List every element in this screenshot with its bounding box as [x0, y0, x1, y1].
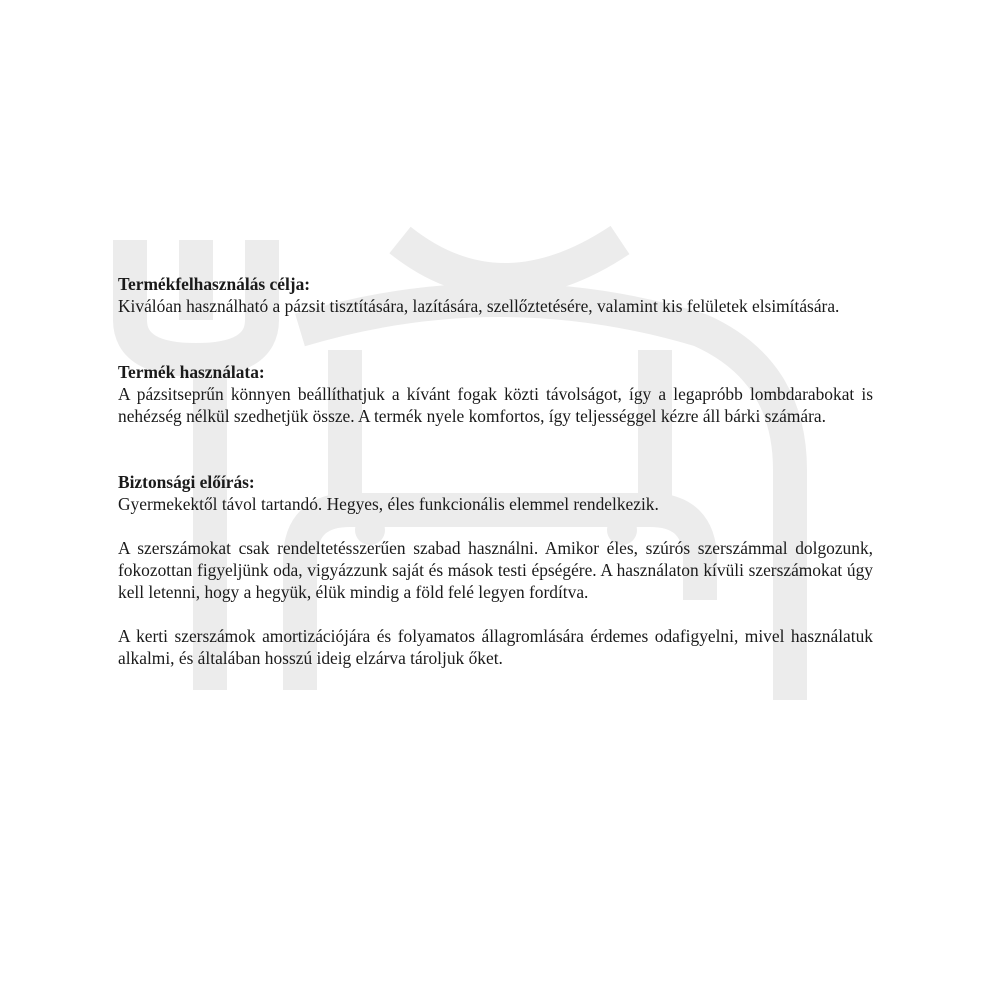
section-heading: Termékfelhasználás célja: — [118, 274, 311, 294]
section-paragraph: Kiválóan használható a pázsit tisztítására, lazítására, szellőztetésére, valamint kis felületek elsimítására. — [118, 296, 840, 316]
section-safety — [118, 471, 873, 669]
document-body — [118, 273, 873, 669]
section-paragraph: Gyermekektől távol tartandó. Hegyes, éles funkcionális elemmel rendelkezik. — [118, 494, 659, 514]
section-paragraph: A szerszámokat csak rendeltetésszerűen szabad használni. Amikor éles, szúrós szerszámmal dolgozunk, fokozottan figyeljünk oda, vigyázzunk saját és mások testi épségére. A használaton kívüli szerszámokat úgy kell letenni, hogy a hegyük, élük mindig a föld felé legyen fordítva. — [118, 538, 873, 602]
section-heading: Biztonsági előírás: — [118, 472, 255, 492]
section-purpose — [118, 273, 873, 317]
section-heading: Termék használata: — [118, 362, 265, 382]
section-usage — [118, 361, 873, 427]
section-paragraph: A pázsitseprűn könnyen beállíthatjuk a kívánt fogak közti távolságot, így a legapróbb lombdarabokat is nehézség nélkül szedhetjük össze. A termék nyele komfortos, így teljességgel kézre áll bárki számára. — [118, 384, 873, 426]
section-paragraph: A kerti szerszámok amortizációjára és folyamatos állagromlására érdemes odafigyelni, mivel használatuk alkalmi, és általában hosszú ideig elzárva tároljuk őket. — [118, 626, 873, 668]
